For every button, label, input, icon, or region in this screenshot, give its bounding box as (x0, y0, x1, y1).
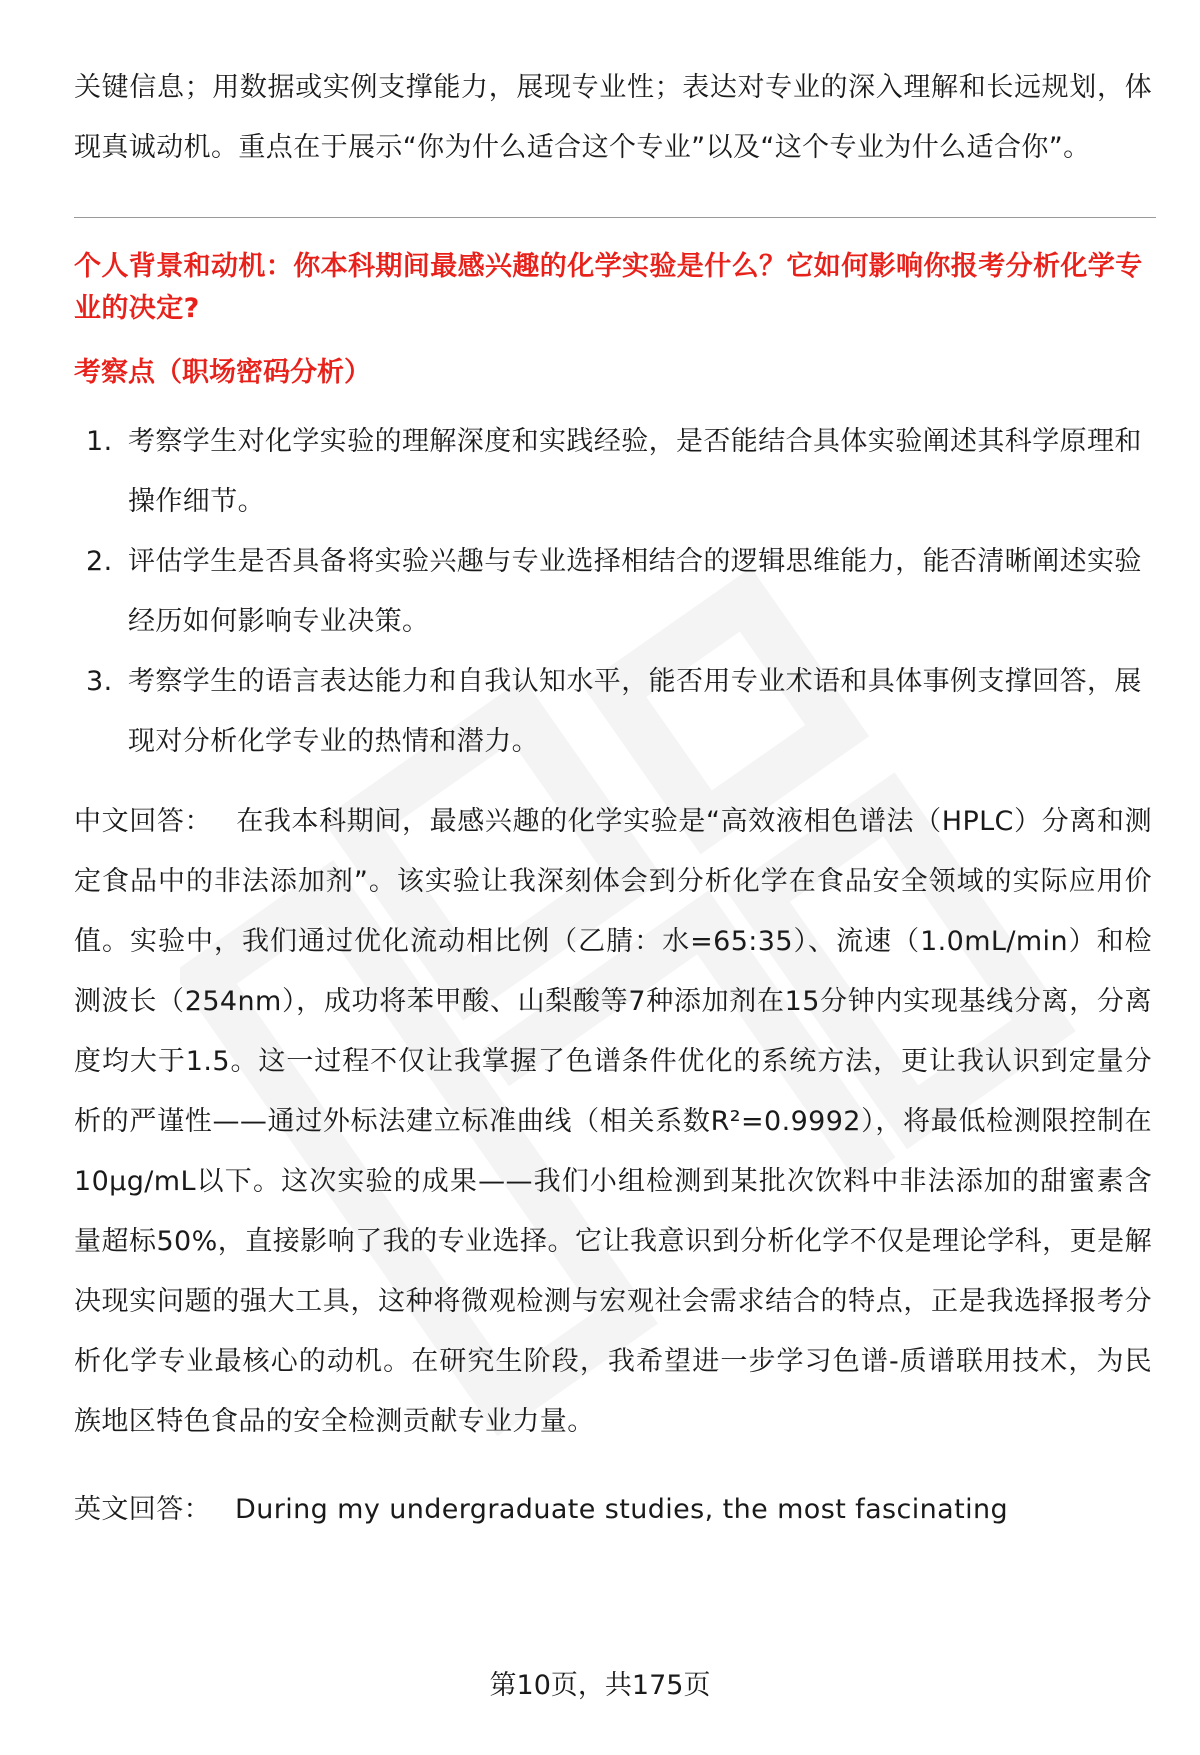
english-answer-text: During my undergraduate studies, the most fascinating (235, 1494, 1009, 1525)
section-divider (74, 217, 1156, 218)
examination-points-title: 考察点（职场密码分析） (74, 357, 371, 388)
point-number: 1. (86, 426, 113, 457)
point-number: 3. (86, 666, 113, 697)
intro-paragraph: 关键信息；用数据或实例支撑能力，展现专业性；表达对专业的深入理解和长远规划，体现真诚动机。重点在于展示“你为什么适合这个专业”以及“这个专业为什么适合你”。 (74, 72, 1152, 163)
english-answer-label: 英文回答： (74, 1494, 211, 1525)
examination-point-item (74, 532, 1152, 652)
point-text: 评估学生是否具备将实验兴趣与专业选择相结合的逻辑思维能力，能否清晰阐述实验经历如何影响专业决策。 (128, 546, 1142, 637)
examination-points-list (74, 412, 1152, 772)
interview-question: 个人背景和动机：你本科期间最感兴趣的化学实验是什么？它如何影响你报考分析化学专业的决定? (74, 251, 1143, 324)
page-footer: 第10页，共175页 (489, 1670, 711, 1701)
point-number: 2. (86, 546, 113, 577)
chinese-answer-label: 中文回答： (74, 806, 213, 837)
english-answer (74, 1480, 1152, 1540)
chinese-answer (74, 792, 1152, 1452)
examination-point-item (74, 412, 1152, 532)
examination-point-item (74, 652, 1152, 772)
point-text: 考察学生对化学实验的理解深度和实践经验，是否能结合具体实验阐述其科学原理和操作细节。 (128, 426, 1142, 517)
document-page (74, 58, 1152, 1540)
point-text: 考察学生的语言表达能力和自我认知水平，能否用专业术语和具体事例支撑回答，展现对分析化学专业的热情和潜力。 (128, 666, 1142, 757)
chinese-answer-text: 在我本科期间，最感兴趣的化学实验是“高效液相色谱法（HPLC）分离和测定食品中的非法添加剂”。该实验让我深刻体会到分析化学在食品安全领域的实际应用价值。实验中，我们通过优化流动相比例（乙腈：水=65:35）、流速（1.0mL/min）和检测波长（254nm），成功将苯甲酸、山梨酸等7种添加剂在15分钟内实现基线分离，分离度均大于1.5。这一过程不仅让我掌握了色谱条件优化的系统方法，更让我认识到定量分析的严谨性——通过外标法建立标准曲线（相关系数R²=0.9992），将最低检测限控制在10μg/mL以下。这次实验的成果——我们小组检测到某批次饮料中非法添加的甜蜜素含量超标50%，直接影响了我的专业选择。它让我意识到分析化学不仅是理论学科，更是解决现实问题的强大工具，这种将微观检测与宏观社会需求结合的特点，正是我选择报考分析化学专业最核心的动机。在研究生阶段，我希望进一步学习色谱-质谱联用技术，为民族地区特色食品的安全检测贡献专业力量。 (74, 806, 1152, 1437)
